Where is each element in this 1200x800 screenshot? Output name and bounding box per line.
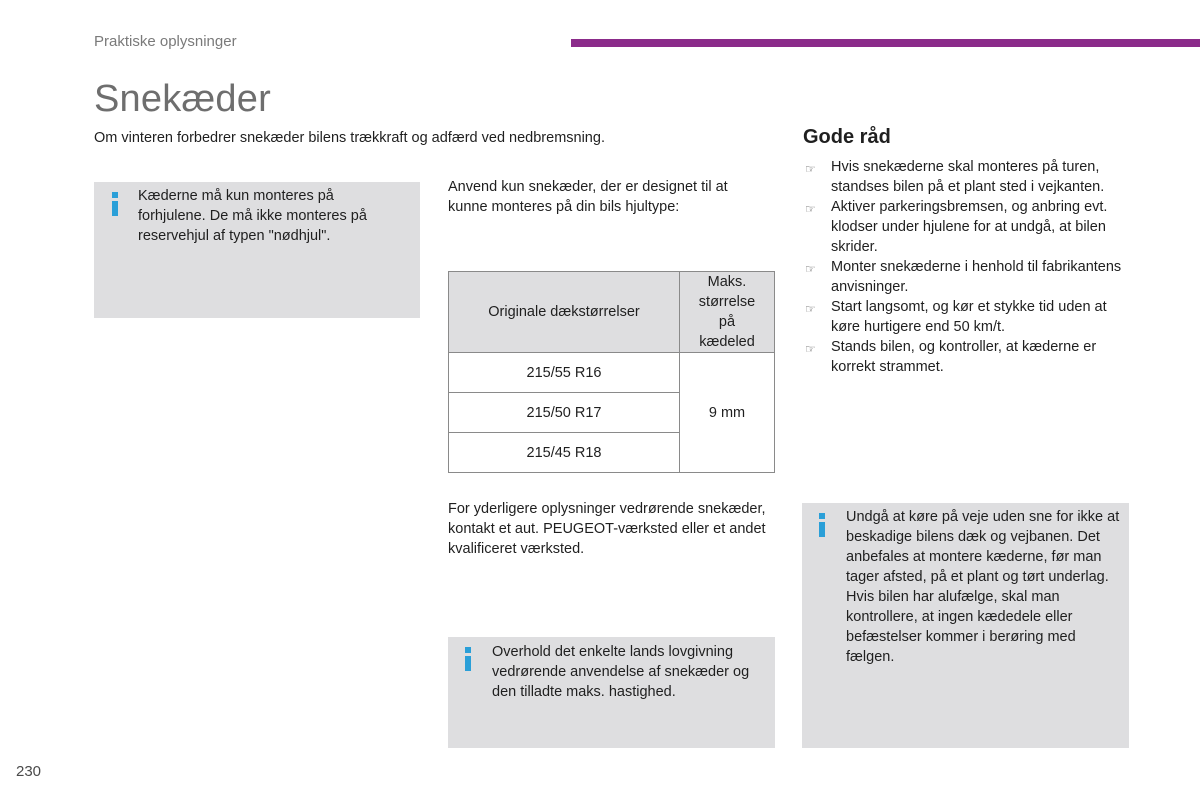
table-header-tyre-sizes: Originale dækstørrelser — [449, 272, 680, 353]
tips-heading: Gode råd — [803, 126, 891, 148]
max-link-cell: 9 mm — [680, 353, 775, 473]
list-item: ☞ Hvis snekæderne skal monteres på turen, standses bilen på et plant sted i vejkanten. — [805, 159, 1105, 195]
info-icon — [819, 513, 825, 537]
info-icon — [112, 192, 118, 216]
list-item: ☞ Aktiver parkeringsbremsen, og anbring evt. klodser under hjulene for at undgå, at bilen skrider. — [805, 199, 1108, 255]
table-header-max-link: Maks. størrelse på kædeled — [680, 272, 775, 353]
tyre-size-cell: 215/55 R16 — [449, 353, 680, 393]
list-item: ☞ Stands bilen, og kontroller, at kæderne er korrekt strammet. — [805, 339, 1097, 375]
intro-text: Om vinteren forbedrer snekæder bilens trækkraft og adfærd ved nedbremsning. — [94, 130, 605, 146]
wheel-type-text: Anvend kun snekæder, der er designet til at kunne monteres på din bils hjultype: — [448, 179, 728, 215]
pointing-hand-icon: ☞ — [805, 162, 816, 176]
list-item: ☞ Start langsomt, og kør et stykke tid uden at køre hurtigere end 50 km/t. — [805, 299, 1107, 335]
tips-list — [803, 157, 1133, 377]
info-box-text: Undgå at køre på veje uden sne for ikke at beskadige bilens dæk og vejbanen. Det anbefales at montere kæderne, før man tager afsted, på et plant og tørt underlag. Hvis bilen har alufælge, skal man kontrollere, at ingen kædedele eller befæstelser kommer i berøring med fælgen. — [846, 509, 1120, 665]
chain-size-table — [448, 271, 775, 473]
info-box-legislation — [448, 637, 775, 748]
info-box-text: Overhold det enkelte lands lovgivning vedrørende anvendelse af snekæder og den tilladte maks. hastighed. — [492, 644, 750, 700]
pointing-hand-icon: ☞ — [805, 302, 816, 316]
header-accent-bar — [571, 39, 1200, 47]
section-label: Praktiske oplysninger — [94, 33, 237, 50]
pointing-hand-icon: ☞ — [805, 202, 816, 216]
info-icon — [465, 647, 471, 671]
tyre-size-cell: 215/45 R18 — [449, 433, 680, 473]
page-number: 230 — [16, 763, 42, 780]
tyre-size-cell: 215/50 R17 — [449, 393, 680, 433]
info-box-text: Kæderne må kun monteres på forhjulene. De må ikke monteres på reservehjul af typen "nødhjul". — [138, 188, 367, 244]
info-box-front-wheels — [94, 182, 420, 318]
pointing-hand-icon: ☞ — [805, 262, 816, 276]
info-box-no-snow — [802, 503, 1129, 748]
list-item: ☞ Monter snekæderne i henhold til fabrikantens anvisninger. — [805, 259, 1122, 295]
page-title: Snekæder — [94, 78, 271, 120]
pointing-hand-icon: ☞ — [805, 342, 816, 356]
workshop-text: For yderligere oplysninger vedrørende snekæder, kontakt et aut. PEUGEOT-værksted eller et andet kvalificeret værksted. — [448, 501, 766, 557]
